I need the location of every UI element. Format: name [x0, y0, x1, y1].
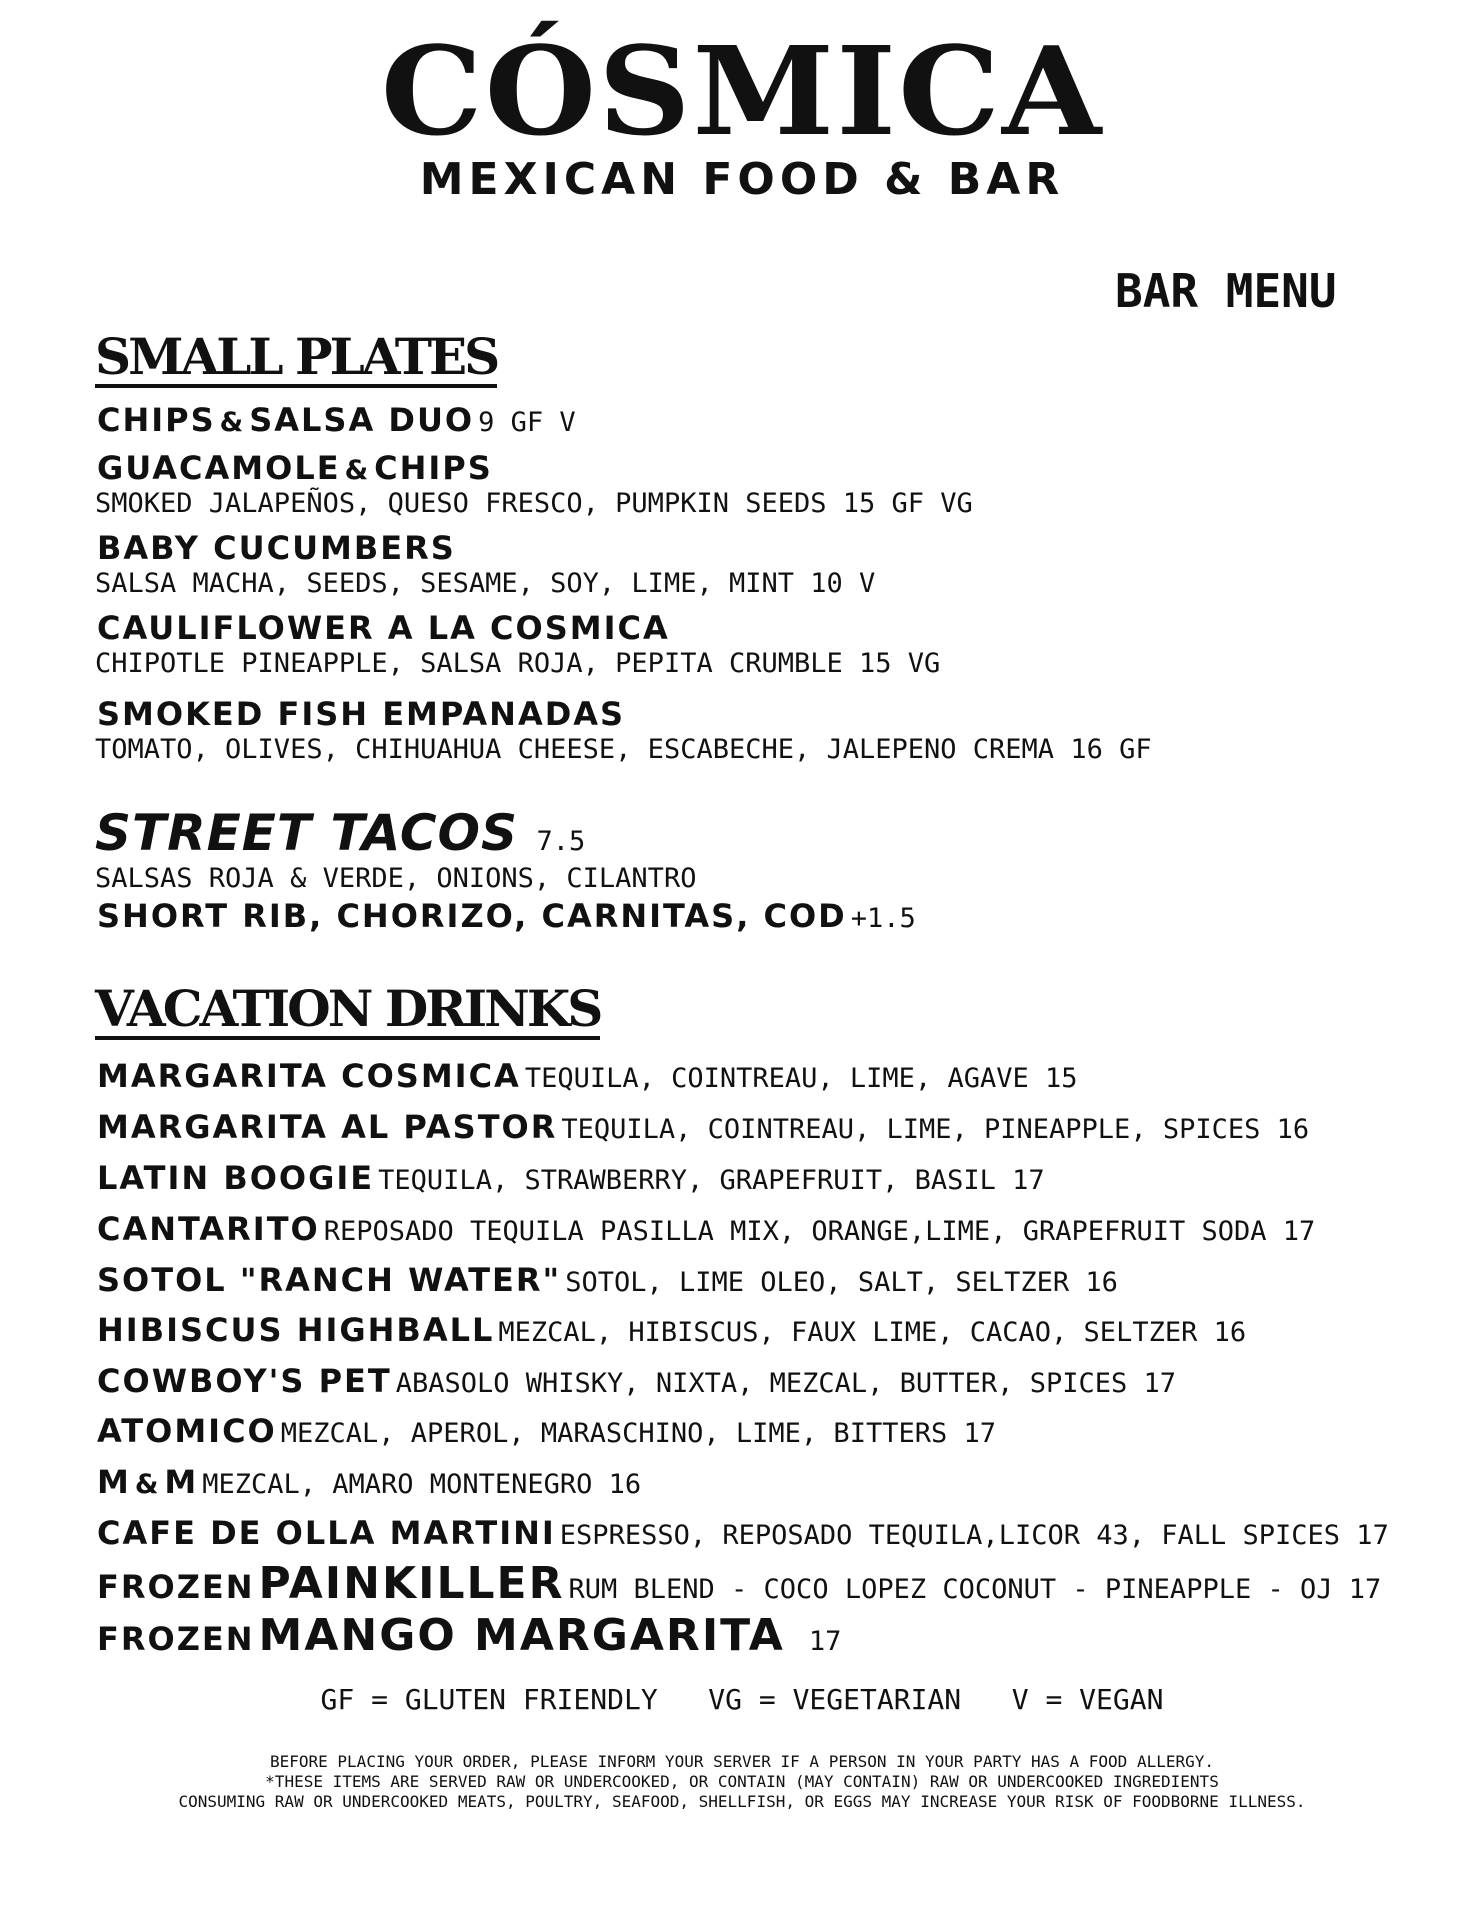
tacos-options: [97, 897, 916, 935]
item-description: CHIPOTLE PINEAPPLE, SALSA ROJA, PEPITA CRUMBLE 15 VG: [95, 648, 941, 679]
drink-name: M: [164, 1463, 199, 1501]
drink-item: [97, 1159, 1045, 1197]
drink-description: ABASOLO WHISKY, NIXTA, MEZCAL, BUTTER, SPICES 17: [395, 1368, 1176, 1399]
drink-name: M: [97, 1463, 131, 1501]
drink-description: RUM BLEND - COCO LOPEZ COCONUT - PINEAPPLE - OJ 17: [568, 1574, 1382, 1605]
subtitle: MEXICAN FOOD & BAR: [419, 154, 1065, 205]
drink-name: MANGO MARGARITA: [258, 1610, 785, 1661]
drink-item: [97, 1261, 1118, 1299]
drink-name: HIBISCUS HIGHBALL: [97, 1311, 495, 1349]
drink-description: MEZCAL, APEROL, MARASCHINO, LIME, BITTERS 17: [280, 1418, 996, 1449]
drink-item: [97, 1311, 1247, 1349]
drink-item-painkiller: [97, 1558, 1382, 1609]
drink-item-mango: [97, 1610, 842, 1661]
disclaimer-line: *THESE ITEMS ARE SERVED RAW OR UNDERCOOKED, OR CONTAIN (MAY CONTAIN) RAW OR UNDERCOOKED INGREDIENTS: [265, 1772, 1219, 1791]
ampersand: &: [219, 407, 246, 438]
drink-item: [97, 1463, 642, 1501]
drink-name: MARGARITA AL PASTOR: [97, 1108, 558, 1146]
drink-name: CAFE DE OLLA MARTINI: [97, 1514, 556, 1552]
tacos-upcharge: +1.5: [850, 903, 916, 934]
drink-description: SOTOL, LIME OLEO, SALT, SELTZER 16: [565, 1267, 1118, 1298]
tacos-price: 7.5: [536, 826, 586, 857]
item-description: SALSA MACHA, SEEDS, SESAME, SOY, LIME, MINT 10 V: [95, 568, 876, 599]
drink-item: [97, 1412, 996, 1450]
drink-name: ATOMICO: [97, 1412, 277, 1450]
item-name: GUACAMOLE: [97, 449, 341, 487]
item-name: CHIPS: [374, 449, 493, 487]
section-title-vacation-drinks: VACATION DRINKS: [95, 979, 601, 1038]
menu-item-cauliflower: CAULIFLOWER A LA COSMICA: [97, 609, 670, 647]
tacos-title-text: STREET TACOS: [95, 804, 519, 862]
legend-gf: GF = GLUTEN FRIENDLY: [320, 1683, 658, 1716]
drink-item: [97, 1362, 1176, 1400]
tacos-description: SALSAS ROJA & VERDE, ONIONS, CILANTRO: [95, 863, 697, 894]
item-name: [97, 695, 626, 733]
ampersand: &: [344, 455, 371, 486]
ampersand: &: [134, 1469, 161, 1500]
disclaimer-line: CONSUMING RAW OR UNDERCOOKED MEATS, POULTRY, SEAFOOD, SHELLFISH, OR EGGS MAY INCREASE YOUR RISK OF FOODBORNE ILLNESS.: [178, 1792, 1306, 1811]
menu-item-guacamole: [97, 449, 493, 487]
drink-item: [97, 1057, 1078, 1095]
section-title-street-tacos: [95, 804, 586, 862]
drink-description: TEQUILA, COINTREAU, LIME, PINEAPPLE, SPICES 16: [561, 1114, 1310, 1145]
frozen-prefix: FROZEN: [97, 1568, 255, 1606]
logo: CÓSMICA: [380, 20, 1104, 164]
drink-name: LATIN BOOGIE: [97, 1159, 375, 1197]
item-price: 9 GF V: [478, 407, 576, 438]
dietary-legend: [0, 1683, 1484, 1716]
frozen-prefix: FROZEN: [97, 1620, 255, 1658]
drink-description: MEZCAL, AMARO MONTENEGRO 16: [202, 1469, 642, 1500]
drink-item: [97, 1108, 1310, 1146]
drink-item: [97, 1514, 1389, 1552]
drink-description: MEZCAL, HIBISCUS, FAUX LIME, CACAO, SELTZER 16: [498, 1317, 1247, 1348]
drink-name: MARGARITA COSMICA: [97, 1057, 521, 1095]
item-description: SMOKED JALAPEÑOS, QUESO FRESCO, PUMPKIN SEEDS 15 GF VG: [95, 488, 973, 519]
legend-vg: VG = VEGETARIAN: [708, 1683, 962, 1716]
menu-item-empanadas: SMOKED FISH EMPANADAS: [97, 695, 626, 733]
disclaimer-line: BEFORE PLACING YOUR ORDER, PLEASE INFORM YOUR SERVER IF A PERSON IN YOUR PARTY HAS A FOOD ALLERGY.: [269, 1752, 1214, 1771]
drink-item: [97, 1210, 1316, 1248]
drink-name: SOTOL "RANCH WATER": [97, 1261, 562, 1299]
item-description: TOMATO, OLIVES, CHIHUAHUA CHEESE, ESCABECHE, JALEPENO CREMA 16 GF: [95, 734, 1152, 765]
menu-item-baby-cucumbers: BABY CUCUMBERS: [97, 529, 456, 567]
drink-description: REPOSADO TEQUILA PASILLA MIX, ORANGE,LIME, GRAPEFRUIT SODA 17: [323, 1216, 1316, 1247]
item-name: SALSA DUO: [249, 401, 475, 439]
drink-description: TEQUILA, STRAWBERRY, GRAPEFRUIT, BASIL 17: [378, 1165, 1045, 1196]
menu-item-chips-salsa: [97, 401, 576, 439]
tacos-options-list: SHORT RIB, CHORIZO, CARNITAS, COD: [97, 897, 847, 935]
item-name: [97, 529, 456, 567]
drink-name: CANTARITO: [97, 1210, 320, 1248]
drink-description: ESPRESSO, REPOSADO TEQUILA,LICOR 43, FALL SPICES 17: [559, 1520, 1389, 1551]
drink-price: 17: [808, 1626, 842, 1657]
drink-name: PAINKILLER: [258, 1558, 565, 1609]
section-title-small-plates: SMALL PLATES: [95, 327, 498, 386]
item-name: CHIPS: [97, 401, 216, 439]
legend-v: V = VEGAN: [1011, 1683, 1164, 1716]
drink-name: COWBOY'S PET: [97, 1362, 392, 1400]
menu-title: BAR MENU: [1115, 264, 1337, 318]
item-name: [97, 609, 670, 647]
drink-description: TEQUILA, COINTREAU, LIME, AGAVE 15: [524, 1063, 1078, 1094]
